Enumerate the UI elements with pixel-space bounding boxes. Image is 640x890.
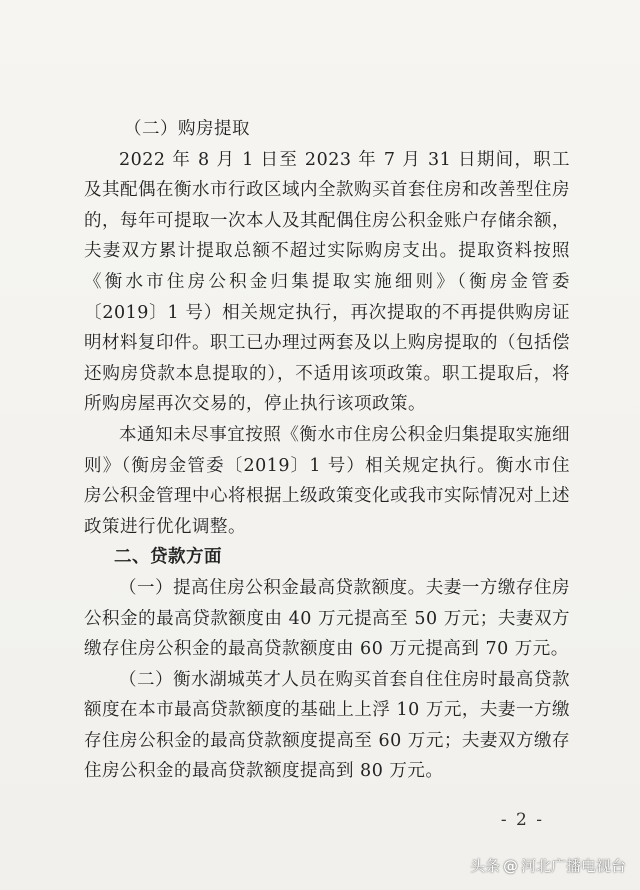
paragraph-notice: 本通知未尽事宜按照《衡水市住房公积金归集提取实施细则》（衡房金管委〔2019〕1 号）相关规定执行。衡水市住房公积金管理中心将根据上级政策变化或我市实际情况对上述政策进行优化调整。 bbox=[84, 424, 570, 537]
source-watermark bbox=[470, 855, 626, 876]
page-number: - 2 - bbox=[500, 810, 544, 830]
paragraph-talent-loan: （二）衡水湖城英才人员在购买首套自住住房时最高贷款额度在本市最高贷款额度的基础上上浮 10 万元，夫妻一方缴存住房公积金的最高贷款额度提高至 60 万元；夫妻双方缴存住房公积金的最高贷款额度提高到 80 万元。 bbox=[84, 669, 570, 782]
section-heading-loan: 二、贷款方面 bbox=[114, 547, 222, 568]
paragraph-purchase-withdrawal: 2022 年 8 月 1 日至 2023 年 7 月 31 日期间，职工及其配偶在衡水市行政区域内全款购买首套住房和改善型住房的，每年可提取一次本人及其配偶住房公积金账户存储余额，夫妻双方累计提取总额不超过实际购房支出。提取资料按照《衡水市住房公积金归集提取实施细则》（衡房金管委〔2019〕1 号）相关规定执行，再次提取的不再提供购房证明材料复印件。职工已办理过两套及以上购房提取的（包括偿还购房贷款本息提取的），不适用该项政策。职工提取后，将所购房屋再次交易的，停止执行该项政策。 bbox=[84, 149, 570, 415]
watermark-separator: @ bbox=[502, 856, 518, 875]
watermark-account: 河北广播电视台 bbox=[520, 857, 626, 875]
heading-purchase-withdrawal: （二）购房提取 bbox=[124, 119, 250, 139]
watermark-platform: 头条 bbox=[469, 857, 500, 875]
document-body bbox=[84, 114, 570, 787]
paragraph-loan-limit: （一）提高住房公积金最高贷款额度。夫妻一方缴存住房公积金的最高贷款额度由 40 万元提高至 50 万元；夫妻双方缴存住房公积金的最高贷款额度由 60 万元提高到 70 万元。 bbox=[84, 577, 570, 660]
